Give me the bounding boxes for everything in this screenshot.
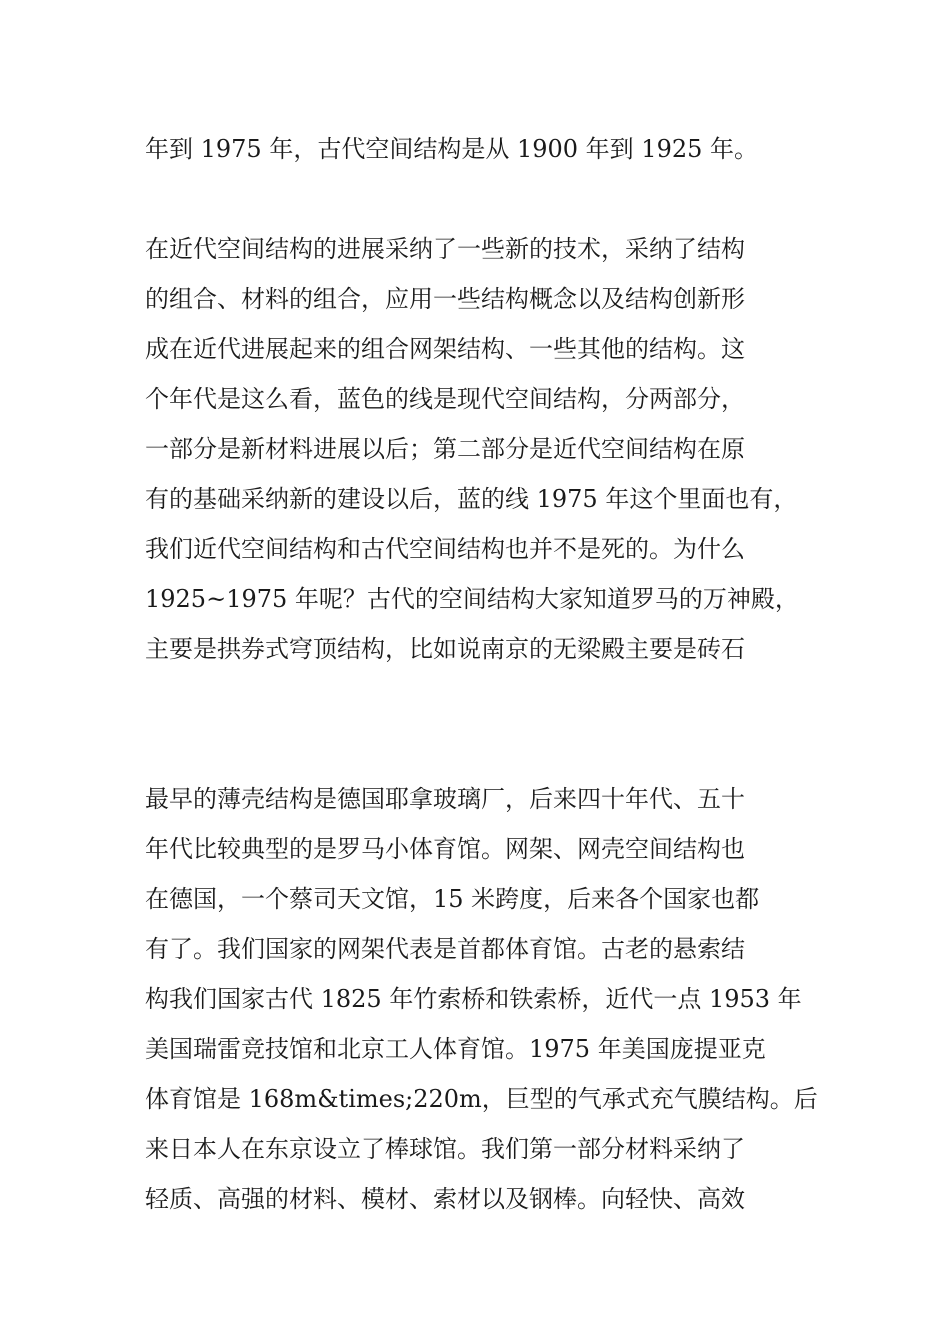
paragraph-2-line-2: 的组合、材料的组合，应用一些结构概念以及结构创新形 — [145, 285, 745, 313]
paragraph-2-line-8: 1925~1975 年呢？古代的空间结构大家知道罗马的万神殿， — [145, 585, 799, 613]
paragraph-2-line-5: 一部分是新材料进展以后；第二部分是近代空间结构在原 — [145, 435, 745, 463]
paragraph-2-line-7: 我们近代空间结构和古代空间结构也并不是死的。为什么 — [145, 535, 745, 563]
paragraph-2-line-1: 在近代空间结构的进展采纳了一些新的技术，采纳了结构 — [145, 235, 745, 263]
paragraph-1-line-1: 年到 1975 年，古代空间结构是从 1900 年到 1925 年。 — [145, 135, 759, 163]
paragraph-3-line-5: 构我们国家古代 1825 年竹索桥和铁索桥，近代一点 1953 年 — [145, 985, 802, 1013]
paragraph-3-line-1: 最早的薄壳结构是德国耶拿玻璃厂，后来四十年代、五十 — [145, 785, 745, 813]
paragraph-3-line-9: 轻质、高强的材料、模材、索材以及钢棒。向轻快、高效 — [145, 1185, 745, 1213]
paragraph-3-line-6: 美国瑞雷竞技馆和北京工人体育馆。1975 年美国庞提亚克 — [145, 1035, 766, 1063]
paragraph-2-line-4: 个年代是这么看，蓝色的线是现代空间结构，分两部分， — [145, 385, 745, 413]
paragraph-2-line-3: 成在近代进展起来的组合网架结构、一些其他的结构。这 — [145, 335, 745, 363]
paragraph-2-line-6: 有的基础采纳新的建设以后，蓝的线 1975 年这个里面也有， — [145, 485, 798, 513]
paragraph-3-line-7: 体育馆是 168m&times;220m，巨型的气承式充气膜结构。后 — [145, 1085, 818, 1113]
paragraph-3-line-8: 来日本人在东京设立了棒球馆。我们第一部分材料采纳了 — [145, 1135, 745, 1163]
paragraph-3-line-4: 有了。我们国家的网架代表是首都体育馆。古老的悬索结 — [145, 935, 745, 963]
paragraph-3-line-3: 在德国，一个蔡司天文馆，15 米跨度，后来各个国家也都 — [145, 885, 760, 913]
paragraph-2-line-9: 主要是拱券式穹顶结构，比如说南京的无梁殿主要是砖石 — [145, 635, 745, 663]
paragraph-3-line-2: 年代比较典型的是罗马小体育馆。网架、网壳空间结构也 — [145, 835, 745, 863]
